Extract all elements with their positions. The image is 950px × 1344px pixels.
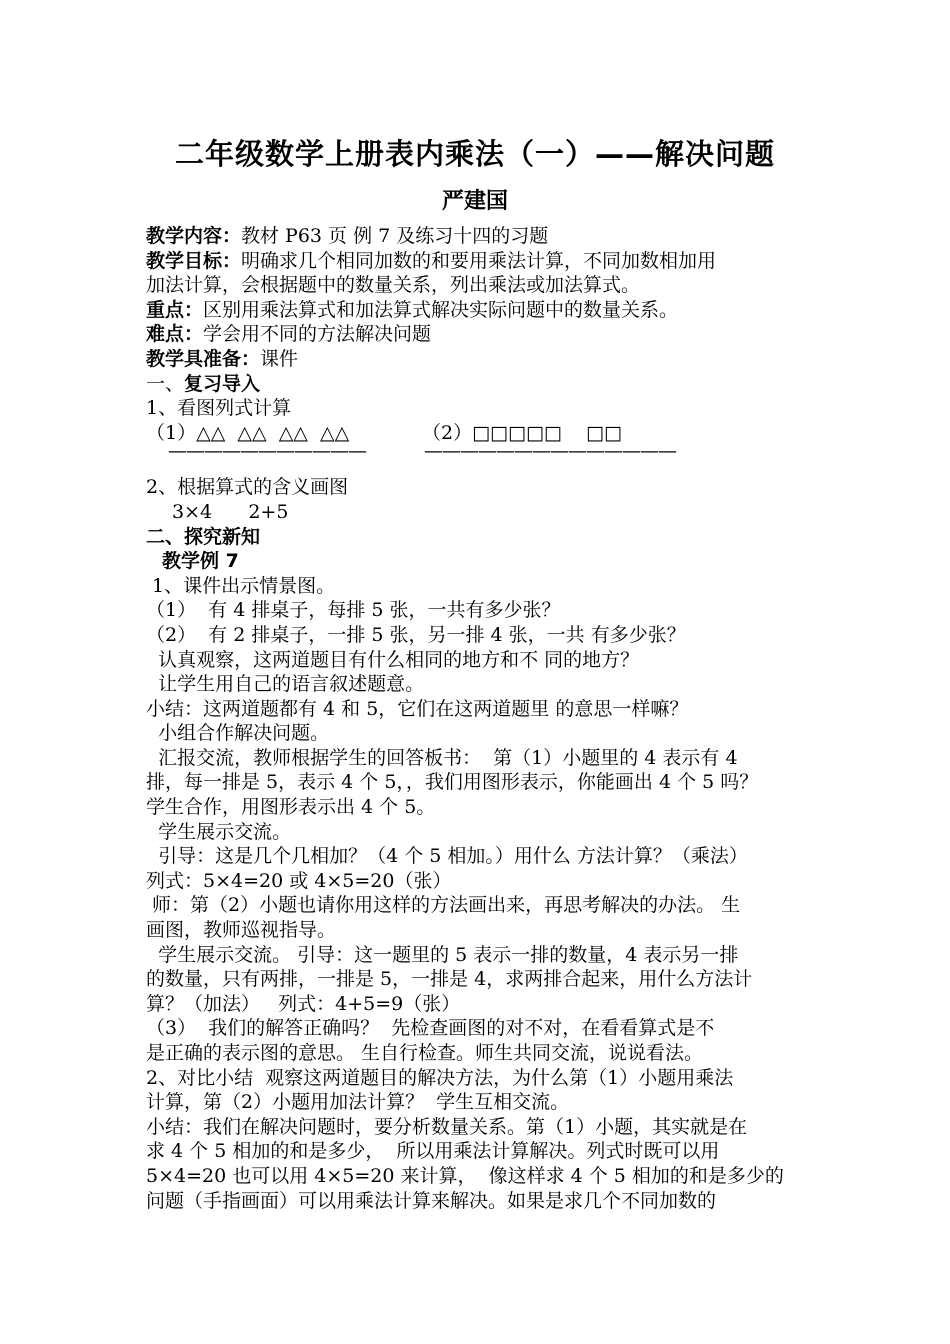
- content-label: 教学内容：: [146, 225, 242, 247]
- answer-blank-1: ———————————: [168, 445, 366, 463]
- section1-item1: 1、看图列式计算: [146, 397, 292, 420]
- author-name: 严建国: [441, 189, 508, 214]
- prep-text: 课件: [260, 347, 299, 370]
- formula-row: [146, 500, 812, 525]
- paragraph-line: 是正确的表示图的意思。 生自行检查。师生共同交流，说说看法。: [146, 1042, 704, 1064]
- paragraph-line: 学生展示交流。: [146, 820, 292, 843]
- goal-text-1: 明确求几个相同加数的和要用乘法计算，不同加数相加用: [241, 249, 717, 272]
- square-shapes: □□□□□ □□: [472, 421, 622, 444]
- paragraph-line: 小结：这两道题都有 4 和 5，它们在这两道题里 的意思一样嘛？: [146, 697, 689, 720]
- paragraph-line: 计算，第（2）小题用加法计算？ 学生互相交流。: [146, 1091, 570, 1114]
- document-title: 二年级数学上册表内乘法（一）——解决问题: [174, 137, 775, 171]
- section1-title: 复习导入: [184, 372, 261, 395]
- key-point: [146, 298, 812, 323]
- section1-heading: [146, 372, 812, 397]
- shapes-1-label: （1）: [146, 421, 197, 444]
- goal-text-2: 加法计算，会根据题中的数量关系，列出乘法或加法算式。: [146, 274, 641, 297]
- paragraph-line: 5×4=20 也可以用 4×5=20 来计算， 像这样求 4 个 5 相加的和是多少的: [146, 1164, 784, 1187]
- prep-label: 教学具准备：: [146, 347, 261, 370]
- paragraph-line: （1） 有 4 排桌子，每排 5 张，一共有多少张？: [146, 599, 561, 622]
- document-body: [146, 224, 812, 1213]
- teaching-prep: [146, 347, 812, 372]
- paragraph-line: 学生合作，用图形表示出 4 个 5。: [146, 796, 436, 819]
- paragraph-line: 师：第（2）小题也请你用这样的方法画出来，再思考解决的办法。 生: [146, 894, 741, 917]
- answer-blank-2: ——————————————: [424, 445, 676, 463]
- paragraph-line: 排，每一排是 5，表示 4 个 5，，我们用图形表示，你能画出 4 个 5 吗？: [146, 771, 759, 794]
- shapes-2-label: （2）: [422, 421, 473, 444]
- difficulty-text: 学会用不同的方法解决问题: [203, 323, 432, 346]
- key-text: 区别用乘法算式和加法算式解决实际问题中的数量关系。: [203, 298, 679, 321]
- difficult-point: [146, 322, 812, 347]
- shapes-group-2: [422, 421, 622, 446]
- paragraph-line: 的数量，只有两排，一排是 5，一排是 4，求两排合起来，用什么方法计: [146, 968, 753, 991]
- section1-number: 一、: [146, 372, 185, 395]
- paragraph-line: 问题（手指画面）可以用乘法计算来解决。如果是求几个不同加数的: [146, 1189, 717, 1212]
- content-text: 教材 P63 页 例 7 及练习十四的习题: [241, 225, 549, 247]
- paragraph-line: （2） 有 2 排桌子，一排 5 张，另一排 4 张，一共 有多少张？: [146, 623, 686, 646]
- triangle-shapes: △△ △△ △△ △△: [196, 421, 350, 444]
- paragraph-line: 算？（加法） 列式：4+5=9（张）: [146, 992, 461, 1015]
- paragraph-line: 求 4 个 5 相加的和是多少， 所以用乘法计算解决。列式时既可以用: [146, 1140, 720, 1163]
- paragraph-line: 画图，教师巡视指导。: [146, 919, 337, 942]
- formulas: 3×4 2+5: [172, 500, 289, 523]
- section2-heading: 二、探究新知: [146, 525, 261, 548]
- key-label: 重点：: [146, 298, 204, 321]
- example-heading: 教学例 7: [162, 550, 239, 573]
- goal-label: 教学目标：: [146, 249, 242, 272]
- paragraph-line: 汇报交流，教师根据学生的回答板书： 第（1）小题里的 4 表示有 4: [146, 746, 738, 769]
- paragraph-line: 让学生用自己的语言叙述题意。: [146, 673, 425, 696]
- answer-blank-row: [146, 445, 812, 475]
- teaching-content: [146, 224, 812, 249]
- section1-item2: 2、根据算式的含义画图: [146, 476, 349, 499]
- paragraph-line: 2、对比小结 观察这两道题目的解决方法，为什么第（1）小题用乘法: [146, 1066, 734, 1089]
- difficulty-label: 难点：: [146, 323, 204, 346]
- paragraph-line: 列式：5×4=20 或 4×5=20（张）: [146, 869, 452, 892]
- paragraph-line: （3） 我们的解答正确吗？ 先检查画图的对不对，在看看算式是不: [146, 1017, 715, 1040]
- shapes-group-1: [146, 421, 349, 446]
- teaching-goal: [146, 249, 812, 274]
- paragraph-line: 引导：这是几个几相加？（4 个 5 相加。）用什么 方法计算？（乘法）: [146, 845, 748, 868]
- paragraph-line: 认真观察，这两道题目有什么相同的地方和不 同的地方？: [146, 648, 640, 671]
- paragraph-line: 1、课件出示情景图。: [146, 574, 336, 597]
- paragraph-line: 小组合作解决问题。: [146, 722, 330, 745]
- paragraph-line: 学生展示交流。 引导：这一题里的 5 表示一排的数量，4 表示另一排: [146, 943, 739, 966]
- paragraph-line: 小结：我们在解决问题时，要分析数量关系。第（1）小题，其实就是在: [146, 1115, 748, 1138]
- shape-row: [146, 421, 812, 446]
